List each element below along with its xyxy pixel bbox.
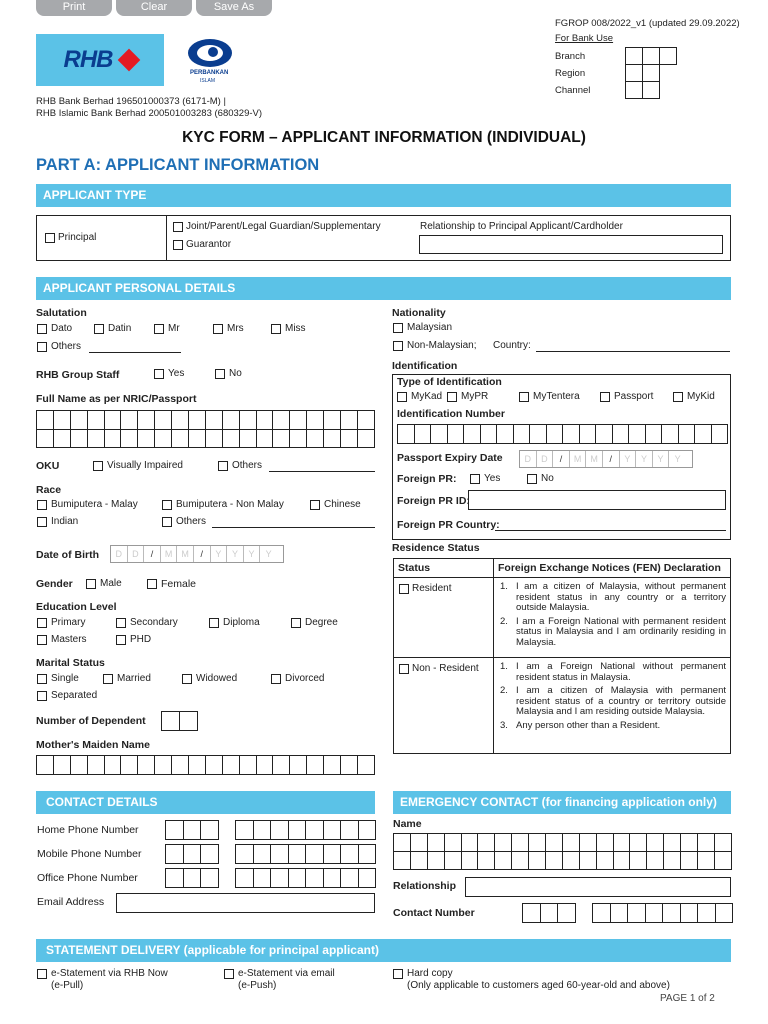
bank-use-region: Region	[555, 68, 586, 79]
mobile-phone-label: Mobile Phone Number	[37, 848, 142, 860]
joint-label: Joint/Parent/Legal Guardian/Supplementary	[186, 221, 381, 232]
principal-label: Principal	[58, 232, 97, 243]
foreign-pr-yes-checkbox[interactable]	[470, 474, 480, 484]
female-checkbox[interactable]	[147, 579, 157, 589]
resident-checkbox[interactable]	[399, 584, 409, 594]
date-box[interactable]: M	[570, 451, 587, 467]
id-passport-checkbox[interactable]	[600, 392, 610, 402]
education-label: Education Level	[36, 601, 117, 613]
staff-yes-label: Yes	[168, 368, 185, 379]
dependent-label: Number of Dependent	[36, 715, 146, 727]
principal-checkbox[interactable]	[45, 233, 55, 243]
applicant-type-divider	[166, 215, 167, 261]
clear-button[interactable]: Clear	[116, 0, 192, 16]
date-box[interactable]: D	[520, 451, 537, 467]
race-others-checkbox[interactable]	[162, 517, 172, 527]
bank-line-2: RHB Islamic Bank Berhad 200501003283 (680329-V)	[36, 108, 263, 119]
date-box[interactable]: /	[194, 546, 211, 562]
emergency-name-label: Name	[393, 818, 422, 830]
foreign-pr-no-label: No	[541, 473, 554, 484]
race-bumi-malay-checkbox[interactable]	[37, 500, 47, 510]
non-resident-declarations	[500, 662, 726, 734]
page-number: PAGE 1 of 2	[660, 993, 715, 1004]
residence-col-status: Status	[398, 562, 431, 574]
date-box[interactable]: Y	[620, 451, 637, 467]
id-number-label: Identification Number	[397, 408, 505, 420]
emergency-header	[393, 791, 731, 814]
mobile-phone-code-boxes[interactable]	[165, 844, 219, 864]
edu-phd-checkbox[interactable]	[116, 635, 126, 645]
date-box[interactable]: /	[603, 451, 620, 467]
id-passport-label: Passport	[614, 391, 654, 402]
male-label: Male	[100, 578, 122, 589]
race-bumi-nonmalay-checkbox[interactable]	[162, 500, 172, 510]
emergency-name-boxes[interactable]	[393, 833, 732, 870]
nationality-label: Nationality	[392, 307, 446, 319]
estatement-epush-sub: (e-Push)	[238, 980, 277, 991]
list-item: 2. I am a Foreign National with permanent resident status in Malaysia and I am ordinarily residing in Malaysia.	[500, 615, 726, 648]
marital-single-checkbox[interactable]	[37, 674, 47, 684]
passport-expiry-label: Passport Expiry Date	[397, 452, 503, 464]
race-chinese-checkbox[interactable]	[310, 500, 320, 510]
guarantor-label: Guarantor	[186, 239, 232, 250]
edu-diploma-label: Diploma	[223, 617, 260, 628]
oku-others-field[interactable]	[269, 471, 375, 472]
emergency-relationship-field[interactable]	[465, 877, 731, 897]
bank-use-channel: Channel	[555, 85, 591, 96]
form-reference: FGROP 008/2022_v1 (updated 29.09.2022)	[555, 18, 740, 29]
rhb-diamond-icon	[117, 49, 140, 72]
marital-single-label: Single	[51, 673, 79, 684]
date-box[interactable]: M	[177, 546, 194, 562]
salutation-label: Salutation	[36, 307, 87, 319]
race-others-label: Others	[176, 516, 207, 527]
id-mypr-checkbox[interactable]	[447, 392, 457, 402]
hardcopy-checkbox[interactable]	[393, 969, 403, 979]
residence-header-rule	[393, 577, 731, 578]
edu-masters-checkbox[interactable]	[37, 635, 47, 645]
date-box[interactable]: D	[128, 546, 145, 562]
rhb-logo-text: RHB	[63, 46, 113, 73]
relationship-principal-label: Relationship to Principal Applicant/Cardholder	[420, 221, 623, 232]
foreign-pr-yes-label: Yes	[484, 473, 501, 484]
foreign-pr-id-field[interactable]	[468, 490, 726, 510]
branch-code-boxes[interactable]	[625, 47, 677, 65]
mrs-checkbox[interactable]	[213, 324, 223, 334]
bank-line-1: RHB Bank Berhad 196501000373 (6171-M) |	[36, 96, 226, 107]
datin-checkbox[interactable]	[94, 324, 104, 334]
emergency-header-sub: (for financing application only)	[541, 795, 717, 809]
guarantor-checkbox[interactable]	[173, 240, 183, 250]
print-button[interactable]: Print	[36, 0, 112, 16]
save-as-button[interactable]: Save As	[196, 0, 272, 16]
edu-primary-checkbox[interactable]	[37, 618, 47, 628]
datin-label: Datin	[108, 323, 132, 334]
contact-header: CONTACT DETAILS	[36, 791, 375, 814]
resident-label: Resident	[412, 583, 452, 594]
hardcopy-sub: (Only applicable to customers aged 60-year-old and above)	[407, 980, 670, 991]
statement-header-sub: (applicable for principal applicant)	[183, 943, 379, 957]
miss-checkbox[interactable]	[271, 324, 281, 334]
date-box[interactable]: Y	[653, 451, 670, 467]
channel-code-boxes[interactable]	[625, 81, 660, 99]
marital-divorced-checkbox[interactable]	[271, 674, 281, 684]
rhb-logo	[36, 34, 164, 86]
id-mytentera-checkbox[interactable]	[519, 392, 529, 402]
full-name-boxes[interactable]	[36, 410, 375, 448]
visually-impaired-checkbox[interactable]	[93, 461, 103, 471]
dob-field[interactable]	[110, 545, 284, 563]
oku-label: OKU	[36, 460, 60, 472]
home-phone-number-boxes[interactable]	[235, 820, 376, 840]
date-box[interactable]: D	[111, 546, 128, 562]
emergency-contact-label: Contact Number	[393, 907, 475, 919]
non-resident-checkbox[interactable]	[399, 664, 409, 674]
mobile-phone-number-boxes[interactable]	[235, 844, 376, 864]
foreign-pr-country-label: Foreign PR Country:	[397, 519, 500, 531]
date-box[interactable]: M	[586, 451, 603, 467]
edu-degree-label: Degree	[305, 617, 338, 628]
visually-impaired-label: Visually Impaired	[107, 460, 183, 471]
edu-masters-label: Masters	[51, 634, 87, 645]
edu-diploma-checkbox[interactable]	[209, 618, 219, 628]
bank-use-title: For Bank Use	[555, 33, 614, 44]
salutation-others-checkbox[interactable]	[37, 342, 47, 352]
marital-separated-label: Separated	[51, 690, 98, 701]
date-box[interactable]: Y	[636, 451, 653, 467]
foreign-pr-country-field[interactable]	[495, 530, 726, 531]
foreign-pr-no-checkbox[interactable]	[527, 474, 537, 484]
home-phone-code-boxes[interactable]	[165, 820, 219, 840]
female-label: Female	[161, 578, 197, 590]
email-field[interactable]	[116, 893, 375, 913]
mr-label: Mr	[168, 323, 180, 334]
dependent-boxes[interactable]	[161, 711, 198, 731]
estatement-epull-sub: (e-Pull)	[51, 980, 84, 991]
non-resident-label: Non - Resident	[412, 663, 479, 674]
dob-label: Date of Birth	[36, 549, 99, 561]
estatement-epull-checkbox[interactable]	[37, 969, 47, 979]
marital-married-label: Married	[117, 673, 151, 684]
part-title: PART A: APPLICANT INFORMATION	[36, 156, 320, 174]
salutation-others-label: Others	[51, 341, 82, 352]
oku-others-label: Others	[232, 460, 263, 471]
marital-widowed-label: Widowed	[196, 673, 238, 684]
id-mypr-label: MyPR	[461, 391, 489, 402]
id-number-boxes[interactable]	[397, 424, 728, 444]
personal-details-header: APPLICANT PERSONAL DETAILS	[36, 277, 731, 300]
staff-no-checkbox[interactable]	[215, 369, 225, 379]
maiden-name-label: Mother's Maiden Name	[36, 739, 150, 751]
residence-col-fen: Foreign Exchange Notices (FEN) Declaration	[498, 562, 721, 574]
office-phone-code-boxes[interactable]	[165, 868, 219, 888]
region-code-boxes[interactable]	[625, 64, 660, 82]
staff-no-label: No	[229, 368, 242, 379]
edu-secondary-checkbox[interactable]	[116, 618, 126, 628]
edu-secondary-label: Secondary	[130, 617, 178, 628]
islamic-logo	[186, 36, 234, 86]
marital-widowed-checkbox[interactable]	[182, 674, 192, 684]
emergency-relationship-label: Relationship	[393, 880, 457, 892]
emergency-contact-code-boxes[interactable]	[522, 903, 576, 923]
foreign-pr-id-label: Foreign PR ID:	[397, 495, 470, 507]
id-mytentera-label: MyTentera	[533, 391, 580, 402]
date-box[interactable]: D	[537, 451, 554, 467]
residence-col-divider	[493, 558, 494, 754]
estatement-epush-checkbox[interactable]	[224, 969, 234, 979]
malaysian-checkbox[interactable]	[393, 323, 403, 333]
dato-label: Dato	[51, 323, 73, 334]
relationship-principal-field[interactable]	[419, 235, 723, 254]
email-label: Email Address	[37, 896, 105, 908]
date-box[interactable]: Y	[227, 546, 244, 562]
mr-checkbox[interactable]	[154, 324, 164, 334]
islamic-logo-line2: ISLAM	[200, 78, 216, 84]
office-phone-label: Office Phone Number	[37, 872, 138, 884]
id-mykad-checkbox[interactable]	[397, 392, 407, 402]
edu-primary-label: Primary	[51, 617, 86, 628]
home-phone-label: Home Phone Number	[37, 824, 139, 836]
bank-use-branch: Branch	[555, 51, 586, 62]
date-box[interactable]: M	[161, 546, 178, 562]
joint-checkbox[interactable]	[173, 222, 183, 232]
passport-expiry-field[interactable]	[519, 450, 693, 468]
date-box[interactable]: Y	[211, 546, 228, 562]
id-mykad-label: MyKad	[411, 391, 443, 402]
emergency-header-title: EMERGENCY CONTACT	[400, 795, 539, 809]
statement-header	[36, 939, 731, 962]
full-name-label: Full Name as per NRIC/Passport	[36, 393, 197, 405]
race-bumi-malay-label: Bumiputera - Malay	[51, 499, 138, 510]
edu-phd-label: PHD	[130, 634, 152, 645]
islamic-emblem-icon	[186, 36, 234, 70]
mrs-label: Mrs	[227, 323, 244, 334]
id-mykid-label: MyKid	[687, 391, 715, 402]
malaysian-label: Malaysian	[407, 322, 453, 333]
race-chinese-label: Chinese	[324, 499, 361, 510]
estatement-epull-label: e-Statement via RHB Now	[51, 968, 168, 979]
date-box[interactable]: Y	[674, 454, 681, 464]
race-others-field[interactable]	[212, 527, 375, 528]
edu-degree-checkbox[interactable]	[291, 618, 301, 628]
group-staff-label: RHB Group Staff	[36, 369, 120, 381]
office-phone-number-boxes[interactable]	[235, 868, 376, 888]
list-item: 3. Any person other than a Resident.	[500, 719, 661, 731]
miss-label: Miss	[285, 323, 306, 334]
date-box[interactable]: /	[553, 451, 570, 467]
male-checkbox[interactable]	[86, 579, 96, 589]
id-type-label: Type of Identification	[397, 376, 502, 388]
resident-declarations	[500, 582, 726, 651]
estatement-epush-label: e-Statement via email	[238, 968, 335, 979]
foreign-pr-label: Foreign PR:	[397, 473, 457, 485]
staff-yes-checkbox[interactable]	[154, 369, 164, 379]
form-title: KYC FORM – APPLICANT INFORMATION (INDIVIDUAL)	[182, 129, 586, 146]
oku-others-checkbox[interactable]	[218, 461, 228, 471]
emergency-contact-number-boxes[interactable]	[592, 903, 733, 923]
non-malaysian-checkbox[interactable]	[393, 341, 403, 351]
marital-separated-checkbox[interactable]	[37, 691, 47, 701]
country-field[interactable]	[536, 351, 730, 352]
dato-checkbox[interactable]	[37, 324, 47, 334]
race-bumi-nonmalay-label: Bumiputera - Non Malay	[176, 499, 284, 510]
id-mykid-checkbox[interactable]	[673, 392, 683, 402]
salutation-others-field[interactable]	[89, 352, 181, 353]
residence-label: Residence Status	[392, 542, 480, 554]
race-indian-label: Indian	[51, 516, 79, 527]
list-item: 2. I am a citizen of Malaysia with permanent resident status of a country or territory outside Malaysia and I am residing outside Malaysia.	[500, 685, 726, 717]
country-label: Country:	[493, 340, 531, 351]
identification-label: Identification	[392, 360, 458, 372]
applicant-type-header: APPLICANT TYPE	[36, 184, 731, 207]
race-label: Race	[36, 484, 62, 496]
marital-label: Marital Status	[36, 657, 105, 669]
race-indian-checkbox[interactable]	[37, 517, 47, 527]
non-malaysian-label: Non-Malaysian;	[407, 340, 477, 351]
marital-divorced-label: Divorced	[285, 673, 325, 684]
hardcopy-label: Hard copy	[407, 968, 453, 979]
date-box[interactable]: /	[144, 546, 161, 562]
islamic-logo-line1: PERBANKAN	[190, 70, 229, 76]
statement-header-title: STATEMENT DELIVERY	[46, 943, 181, 957]
residence-row-rule	[393, 657, 731, 658]
date-box[interactable]: Y	[265, 549, 272, 559]
marital-married-checkbox[interactable]	[103, 674, 113, 684]
maiden-name-boxes[interactable]	[36, 755, 375, 775]
gender-label: Gender	[36, 578, 73, 590]
date-box[interactable]: Y	[244, 546, 261, 562]
list-item: 1. I am a citizen of Malaysia, without permanent resident status in any country or a territory outside Malaysia.	[500, 581, 726, 613]
list-item: 1. I am a Foreign National without permanent resident status in Malaysia.	[500, 661, 726, 683]
